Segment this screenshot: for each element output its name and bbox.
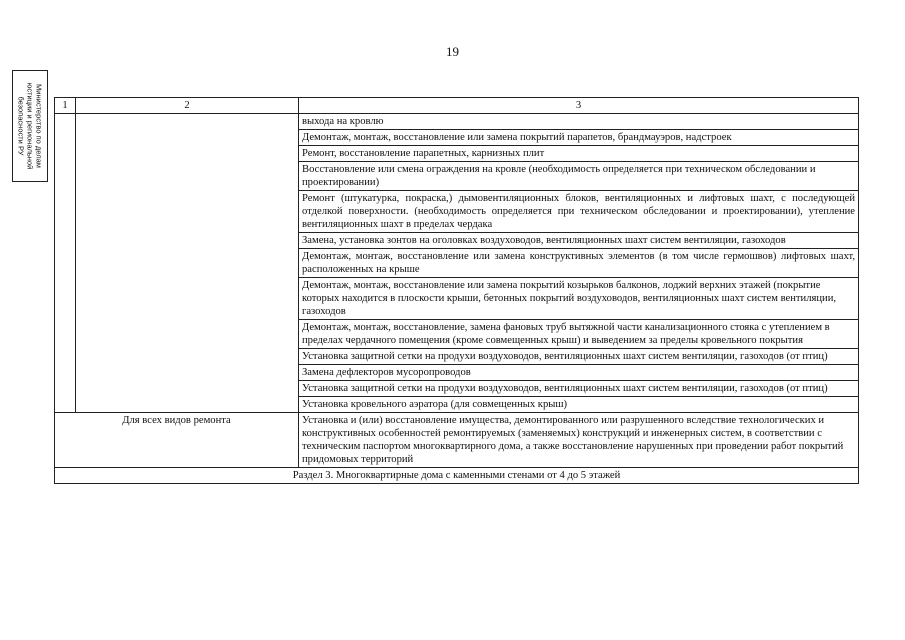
table-row: [55, 413, 859, 468]
section-row: [55, 468, 859, 484]
table-row: [55, 114, 859, 130]
stamp-line-3: безопасности РУ: [16, 96, 26, 156]
work-item: Восстановление или смена ограждения на кровле (необходимость определяется при техническом обследовании и проектировании): [299, 162, 859, 191]
page-number: 19: [446, 44, 459, 59]
work-item: Демонтаж, монтаж, восстановление или замена конструктивных элементов (в том числе гермошвов) лифтовых шахт, расположенных на крыше: [299, 249, 859, 278]
work-item: Замена, установка зонтов на оголовках воздуховодов, вентиляционных шахт систем вентиляции, газоходов: [299, 233, 859, 249]
work-item: Замена дефлекторов мусоропроводов: [299, 365, 859, 381]
work-item: выхода на кровлю: [299, 114, 859, 130]
stamp-text: [17, 83, 44, 170]
stamp-line-1: Министерство по делам: [34, 84, 44, 168]
column-2-merged-cell: [76, 114, 299, 413]
column-1-merged-cell: [55, 114, 76, 413]
all-repairs-text: Установка и (или) восстановление имущества, демонтированного или разрушенного вследствие технологических и конструктивных особенностей ремонтируемых (заменяемых) конструкций и инженерных систем, в соответствии с техническим паспортом многоквартирного дома, а также восстановление нарушенных при проведении работ покрытий придомовых территорий: [299, 413, 859, 468]
column-header-2: 2: [76, 98, 299, 114]
column-header-1: 1: [55, 98, 76, 114]
section-title: Раздел 3. Многоквартирные дома с каменными стенами от 4 до 5 этажей: [55, 468, 859, 484]
stamp-line-2: юстиции и региональной: [25, 82, 35, 170]
table-header-row: [55, 98, 859, 114]
work-item: Демонтаж, монтаж, восстановление, замена фановых труб вытяжной части канализационного стояка с утеплением в пределах чердачного помещения (кроме совмещенных крыш) и выведением за пределы кровельного покрытия: [299, 320, 859, 349]
work-item: Ремонт, восстановление парапетных, карнизных плит: [299, 146, 859, 162]
work-item: Установка защитной сетки на продухи воздуховодов, вентиляционных шахт систем вентиляции, газоходов (от птиц): [299, 349, 859, 365]
work-item: Установка защитной сетки на продухи воздуховодов, вентиляционных шахт систем вентиляции, газоходов (от птиц): [299, 381, 859, 397]
work-item: Ремонт (штукатурка, покраска,) дымовентиляционных блоков, вентиляционных и лифтовых шахт, с последующей отделкой поверхности. (необходимость определяется при техническом обследовании и проектировании), утепление вентиляционных шахт в пределах чердака: [299, 191, 859, 233]
ministry-stamp: [12, 70, 48, 182]
column-header-3: 3: [299, 98, 859, 114]
work-item: Демонтаж, монтаж, восстановление или замена покрытий парапетов, брандмауэров, надстроек: [299, 130, 859, 146]
work-item: Демонтаж, монтаж, восстановление или замена покрытий козырьков балконов, лоджий верхних этажей (покрытие которых находится в плоскости крыши, бетонных покрытий воздуховодов, вентиляционных шахт систем вентиляции, газоходов: [299, 278, 859, 320]
work-item: Установка кровельного аэратора (для совмещенных крыш): [299, 397, 859, 413]
all-repairs-label: Для всех видов ремонта: [55, 413, 299, 468]
repair-works-table: [54, 97, 859, 484]
